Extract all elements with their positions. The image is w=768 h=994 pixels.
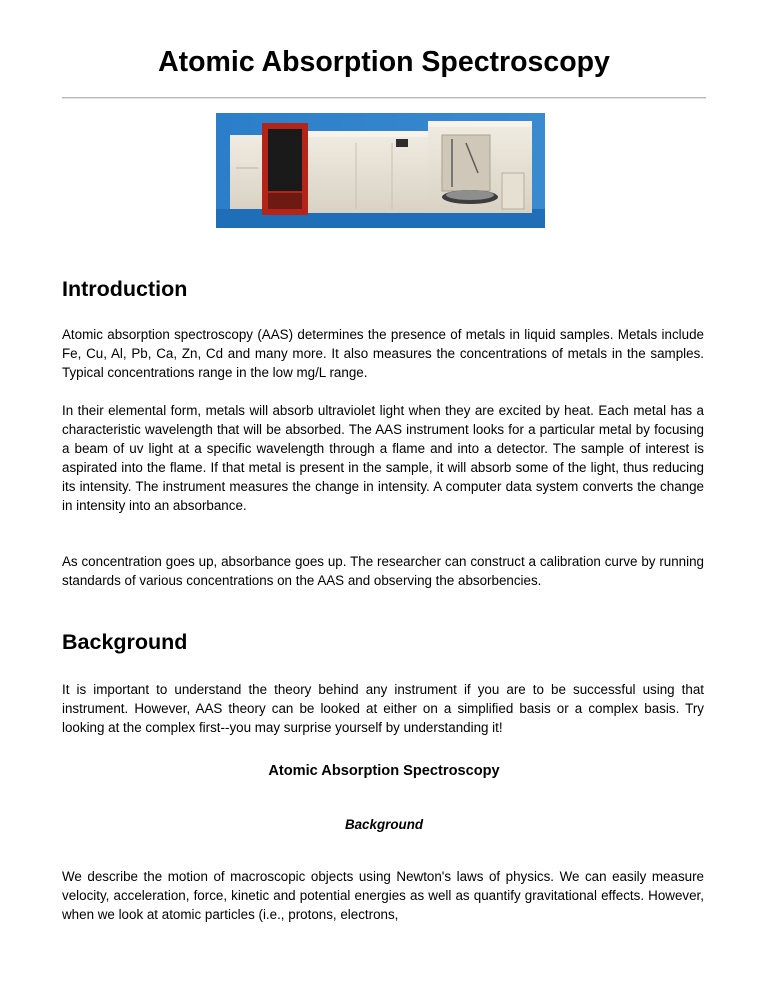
title-divider bbox=[62, 97, 706, 99]
background-sub-heading: Background bbox=[344, 817, 424, 832]
background-body-paragraph: We describe the motion of macroscopic objects using Newton's laws of physics. We can easily measure velocity, acceleration, force, kinetic and potential energies as well as quantify gravitational effects. However, when we look at atomic particles (i.e., protons, electrons, bbox=[62, 869, 704, 922]
background-sub-title: Atomic Absorption Spectroscopy bbox=[268, 763, 500, 779]
introduction-heading: Introduction bbox=[62, 277, 188, 301]
background-heading: Background bbox=[62, 630, 188, 654]
background-paragraph: It is important to understand the theory behind any instrument if you are to be successful using that instrument. However, AAS theory can be looked at either on a simplified basis or a complex basis. Try looking at the complex first--you may surprise yourself by understanding it! bbox=[62, 682, 704, 735]
aas-instrument-photo bbox=[216, 113, 545, 228]
introduction-paragraph-2: In their elemental form, metals will absorb ultraviolet light when they are excited by heat. Each metal has a characteristic wavelength that will be absorbed. The AAS instrument looks for a particular metal by focusing a beam of uv light at a specific wavelength through a flame and into a detector. The sample of interest is aspirated into the flame. If that metal is present in the sample, it will absorb some of the light, thus reducing its intensity. The instrument measures the change in intensity. A computer data system converts the change in intensity into an absorbance. bbox=[62, 403, 704, 513]
introduction-paragraph-1: Atomic absorption spectroscopy (AAS) determines the presence of metals in liquid samples. Metals include Fe, Cu, Al, Pb, Ca, Zn, Cd and many more. It also measures the concentrations of metals in the samples. Typical concentrations range in the low mg/L range. bbox=[62, 327, 704, 380]
introduction-paragraph-3: As concentration goes up, absorbance goes up. The researcher can construct a calibration curve by running standards of various concentrations on the AAS and observing the absorbencies. bbox=[62, 554, 704, 588]
page-title: Atomic Absorption Spectroscopy bbox=[158, 46, 610, 78]
